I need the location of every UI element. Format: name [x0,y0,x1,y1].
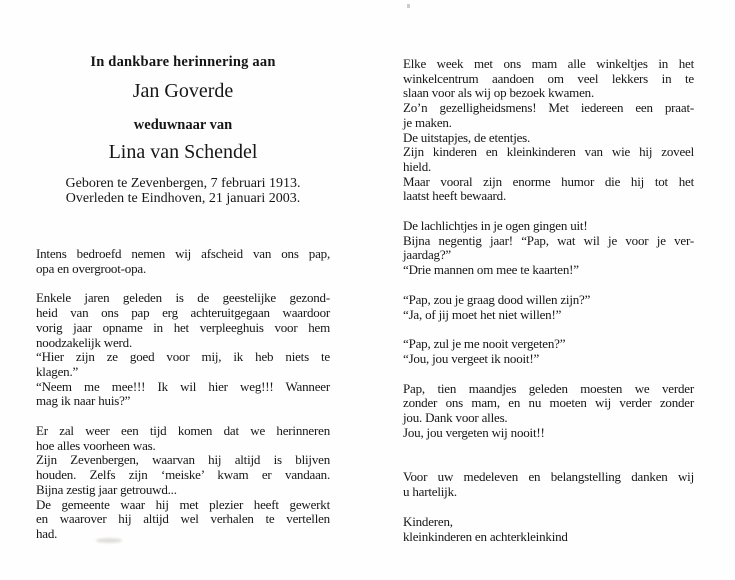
paragraph [403,337,694,352]
text-line: De uitstapjes, de etentjes. [403,129,531,145]
paragraph [403,382,694,426]
text-line: laatst heeft bewaard. [403,188,506,204]
birth-date-line: Geboren te Zevenbergen, 7 februari 1913. [65,176,301,191]
deceased-name: Jan Goverde [132,80,234,102]
text-line: opa en overgroot-opa. [36,260,146,276]
text-line: De lachlichtjes in je ogen gingen uit! [403,218,588,234]
text-line: Zijn kinderen en kleinkinderen van wie hij zoveel [403,144,694,160]
life-dates [36,176,330,206]
text-line: Bijna zestig jaar getrouwd... [36,481,177,497]
text-line: kleinkinderen en achterkleinkind [403,528,568,544]
left-page-body [36,247,330,542]
paragraph [403,57,694,101]
right-page-body [403,57,694,544]
paragraph [403,470,694,499]
text-line: Bijna negentig jaar! “Pap, wat wil je voor je ver- [403,232,694,248]
text-line: “Pap, zul je me nooit vergeten?” [403,336,566,352]
paragraph [403,293,694,308]
paragraph [403,219,694,234]
text-line: houden. Zelfs zijn ‘meiske’ kwam er vandaan. [36,467,330,483]
paragraph [403,101,694,130]
text-line: “Drie mannen om mee te kaarten!” [403,262,579,278]
text-line: heid van ons pap erg achteruitgegaan waardoor [36,305,330,321]
paragraph [403,352,694,367]
text-line: vorig jaar opname in het verpleeghuis voor hem [36,319,330,335]
text-line: mag ik naar huis?” [36,393,131,409]
text-line: “Pap, zou je graag dood willen zijn?” [403,291,591,307]
dedication-text: In dankbare herinnering aan [90,54,276,70]
text-line: Er zal weer een tijd komen dat we herinneren [36,423,330,439]
scan-speck [407,4,410,8]
signature-block [403,515,694,544]
text-line: jaardag?” [403,247,451,263]
text-line: “Neem me mee!!! Ik wil hier weg!!! Wanneer [36,378,330,394]
paragraph [36,350,330,379]
text-line: zonder ons mam, en nu moeten wij verder zonder [403,395,694,411]
death-date-line: Overleden te Eindhoven, 21 januari 2003. [65,191,301,206]
text-line: Zo’n gezelligheidsmens! Met iedereen een praat- [403,100,694,116]
paragraph [403,145,694,174]
paragraph [36,247,330,276]
paragraph [403,308,694,323]
paragraph [36,453,330,497]
text-line: u hartelijk. [403,484,457,500]
text-line: Pap, tien maandjes geleden moesten we verder [403,380,694,396]
text-line: Intens bedroefd nemen wij afscheid van ons pap, [36,246,330,261]
text-line: hoe alles voorheen was. [36,437,156,453]
paragraph [36,498,330,542]
text-line: je maken. [403,114,452,130]
text-line: had. [36,525,58,541]
paragraph [403,131,694,146]
paragraph [36,380,330,409]
text-line: jou. Dank voor alles. [403,410,508,426]
text-line: Zijn Zevenbergen, waarvan hij altijd is blijven [36,452,330,468]
text-line: noodzakelijk werd. [36,334,133,350]
paragraph [403,234,694,263]
paragraph [403,175,694,204]
relation-text: weduwnaar van [133,117,233,133]
spouse-name: Lina van Schendel [108,141,258,163]
text-line: slaan voor als wij op bezoek kwamen. [403,85,594,101]
text-line: Elke week met ons mam alle winkeltjes in het [403,56,694,71]
text-line: winkelcentrum aandoen om veel lekkers in te [403,70,694,86]
text-line: Jou, jou vergeten wij nooit!! [403,424,545,440]
text-line: klagen.” [36,363,79,379]
text-line: Enkele jaren geleden is de geestelijke gezond- [36,290,330,306]
paragraph [36,291,330,350]
text-line: “Ja, of jij moet het niet willen!” [403,306,562,322]
paragraph [36,424,330,453]
left-page-header [36,54,330,206]
text-line: De gemeente waar hij met plezier heeft gewerkt [36,496,330,512]
text-line: hield. [403,158,432,174]
text-line: en waarover hij altijd wel verhalen te vertellen [36,511,330,527]
text-line: “Hier zijn ze goed voor mij, ik heb niets te [36,349,330,365]
text-line: Maar vooral zijn enorme humor die hij tot het [403,173,694,189]
text-line: Kinderen, [403,513,453,529]
paragraph [403,263,694,278]
paragraph [403,426,694,441]
text-line: “Jou, jou vergeet ik nooit!” [403,350,540,366]
text-line: Voor uw medeleven en belangstelling danken wij [403,469,694,485]
